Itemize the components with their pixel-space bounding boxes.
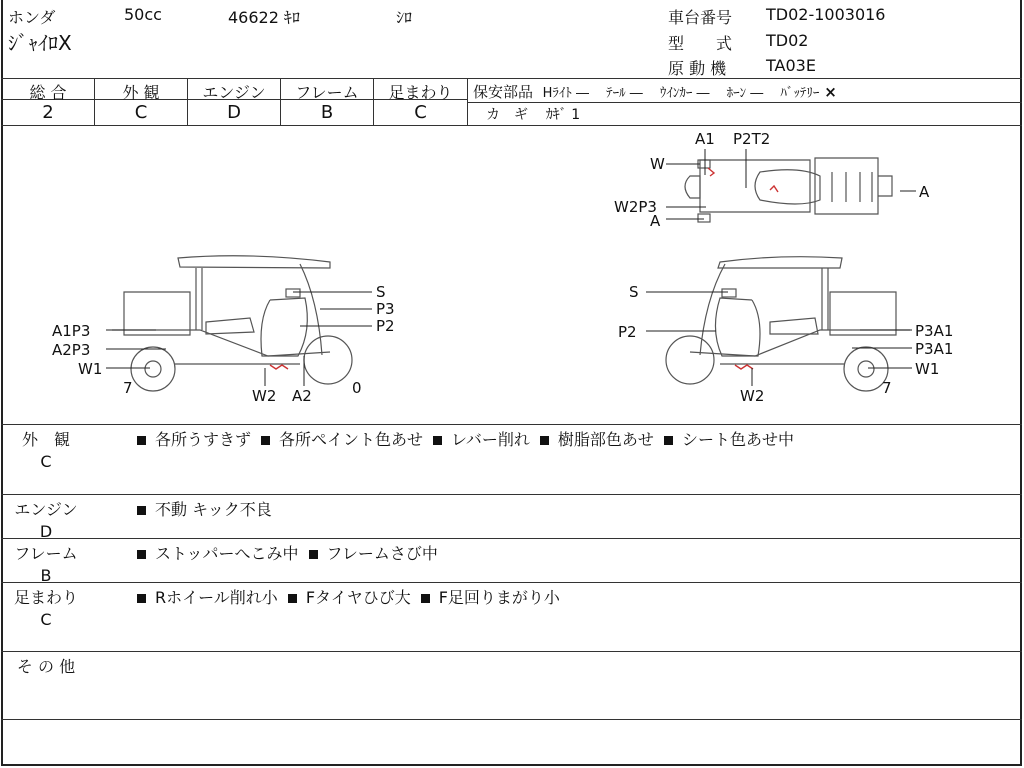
remark-text: フレームさび中 (326, 544, 438, 563)
rule (1, 651, 1022, 652)
grade-value-suspension: C (414, 102, 427, 123)
maker: ホンダ (8, 8, 56, 27)
rule (1, 494, 1022, 495)
section-grade: B (40, 566, 52, 585)
diagram-label: 7 (123, 379, 133, 397)
remark-item (137, 500, 272, 519)
section-items (137, 585, 570, 608)
rule (467, 102, 1022, 103)
grade-label-engine: エンジン (202, 83, 266, 102)
safety-items: Hﾗｲﾄ ― ﾃｰﾙ ― ｳｲﾝｶｰ ― ﾎｰﾝ ― ﾊﾞｯﾃﾘｰ (542, 86, 820, 101)
bullet-square-icon (433, 436, 442, 445)
section-title-text: 外 観 (21, 430, 70, 449)
displacement: 50cc (124, 5, 162, 24)
mileage-value: 46622 (228, 8, 279, 27)
section-title (6, 427, 86, 471)
mileage (228, 5, 300, 28)
type-value: TD02 (766, 31, 809, 50)
section-title-text: そ の 他 (16, 657, 76, 676)
grade-value-overall: 2 (42, 102, 54, 123)
diagram-label: W1 (915, 360, 940, 378)
bullet-square-icon (137, 550, 146, 559)
diagram-label: 7 (882, 379, 892, 397)
rule (1, 582, 1022, 583)
diagram-label: P3A1 (915, 322, 954, 340)
key-value: ｶｷﾞ 1 (545, 107, 581, 123)
section-title (6, 497, 86, 541)
diagram-label: W (650, 155, 665, 173)
bullet-square-icon (309, 550, 318, 559)
diagram-label: S (629, 283, 639, 301)
remark-text: Rホイール削れ小 (155, 588, 278, 607)
bullet-square-icon (540, 436, 549, 445)
remark-item (261, 430, 423, 449)
remark-text: 各所うすきず (155, 430, 252, 449)
section-items (137, 497, 282, 520)
diagram-label: W2P3 (614, 198, 657, 216)
bullet-square-icon (137, 506, 146, 515)
key-row (486, 104, 580, 124)
remark-item (288, 588, 411, 607)
remark-text: レバー削れ (451, 430, 530, 449)
bullet-square-icon (421, 594, 430, 603)
remark-item (137, 588, 278, 607)
rule (1, 538, 1022, 539)
rule (467, 78, 468, 125)
bullet-square-icon (664, 436, 673, 445)
section-grade: D (39, 522, 53, 541)
diagram-label: 0 (352, 379, 362, 397)
section-items (137, 541, 448, 564)
remark-item (137, 430, 251, 449)
remark-item (309, 544, 438, 563)
remark-item (137, 544, 299, 563)
diagram-label: A (919, 183, 930, 201)
remark-text: 不動 キック不良 (155, 500, 272, 519)
remark-item (664, 430, 794, 449)
diagram-label: A2 (292, 387, 312, 405)
model-name: ｼﾞｬｲﾛX (8, 31, 72, 55)
diagram-label: W2 (252, 387, 277, 405)
section-title (6, 654, 86, 677)
grade-label-suspension: 足まわり (388, 83, 453, 102)
remark-text: 各所ペイント色あせ (279, 430, 424, 449)
color: ｼﾛ (396, 8, 413, 27)
diagram-label: P2T2 (733, 130, 771, 148)
scooter-top-view (685, 158, 892, 222)
remark-text: シート色あせ中 (681, 430, 794, 449)
section-title (6, 585, 86, 629)
diagram-label: W1 (78, 360, 103, 378)
remark-text: Fタイヤひび大 (305, 588, 411, 607)
grade-value-frame: B (320, 102, 334, 123)
diagram-label: S (376, 283, 386, 301)
diagram-label: P2 (618, 323, 637, 341)
remark-item (433, 430, 530, 449)
safety-row (473, 81, 837, 102)
battery-mark: × (824, 83, 837, 101)
diagram-label: P2 (376, 317, 395, 335)
grade-label-overall: 総 合 (29, 83, 67, 102)
diagram-label: A (650, 212, 661, 230)
remark-item (421, 588, 560, 607)
grade-label-exterior: 外 観 (122, 83, 160, 102)
diagram-label: W2 (740, 387, 765, 405)
chassis-label: 車台番号 (668, 8, 733, 27)
bullet-square-icon (137, 594, 146, 603)
section-title-text: 足まわり (13, 588, 78, 607)
remark-text: 樹脂部色あせ (557, 430, 654, 449)
diagram-label: P3A1 (915, 340, 954, 358)
diagram-label: A2P3 (52, 341, 91, 359)
scooter-right-view (666, 257, 910, 391)
mileage-unit: ｷﾛ (284, 8, 301, 27)
remark-text: ストッパーへこみ中 (155, 544, 299, 563)
engine-value: TA03E (766, 56, 816, 75)
section-grade: C (40, 610, 52, 629)
remark-text: F足回りまがり小 (438, 588, 560, 607)
scooter-left-view (112, 256, 352, 391)
rule (1, 78, 1022, 79)
safety-label: 保安部品 (473, 83, 534, 101)
diagram-label: P3 (376, 300, 395, 318)
diagram-label: A1P3 (52, 322, 91, 340)
type-label: 型 式 (668, 34, 733, 53)
key-label: カ ギ (486, 107, 528, 123)
chassis-no: TD02-1003016 (766, 5, 886, 24)
section-title-text: フレーム (14, 544, 78, 563)
rule (1, 719, 1022, 720)
section-grade: C (40, 452, 52, 471)
diagram-label: A1 (695, 130, 715, 148)
section-items (137, 427, 804, 450)
section-title (6, 541, 86, 585)
remark-item (540, 430, 654, 449)
bullet-square-icon (288, 594, 297, 603)
section-title-text: エンジン (14, 500, 78, 519)
grade-value-exterior: C (134, 102, 148, 123)
bullet-square-icon (261, 436, 270, 445)
engine-label: 原 動 機 (668, 59, 727, 78)
damage-diagram (0, 125, 1024, 425)
bullet-square-icon (137, 436, 146, 445)
grade-label-frame: フレーム (295, 83, 359, 102)
grade-value-engine: D (227, 102, 241, 123)
